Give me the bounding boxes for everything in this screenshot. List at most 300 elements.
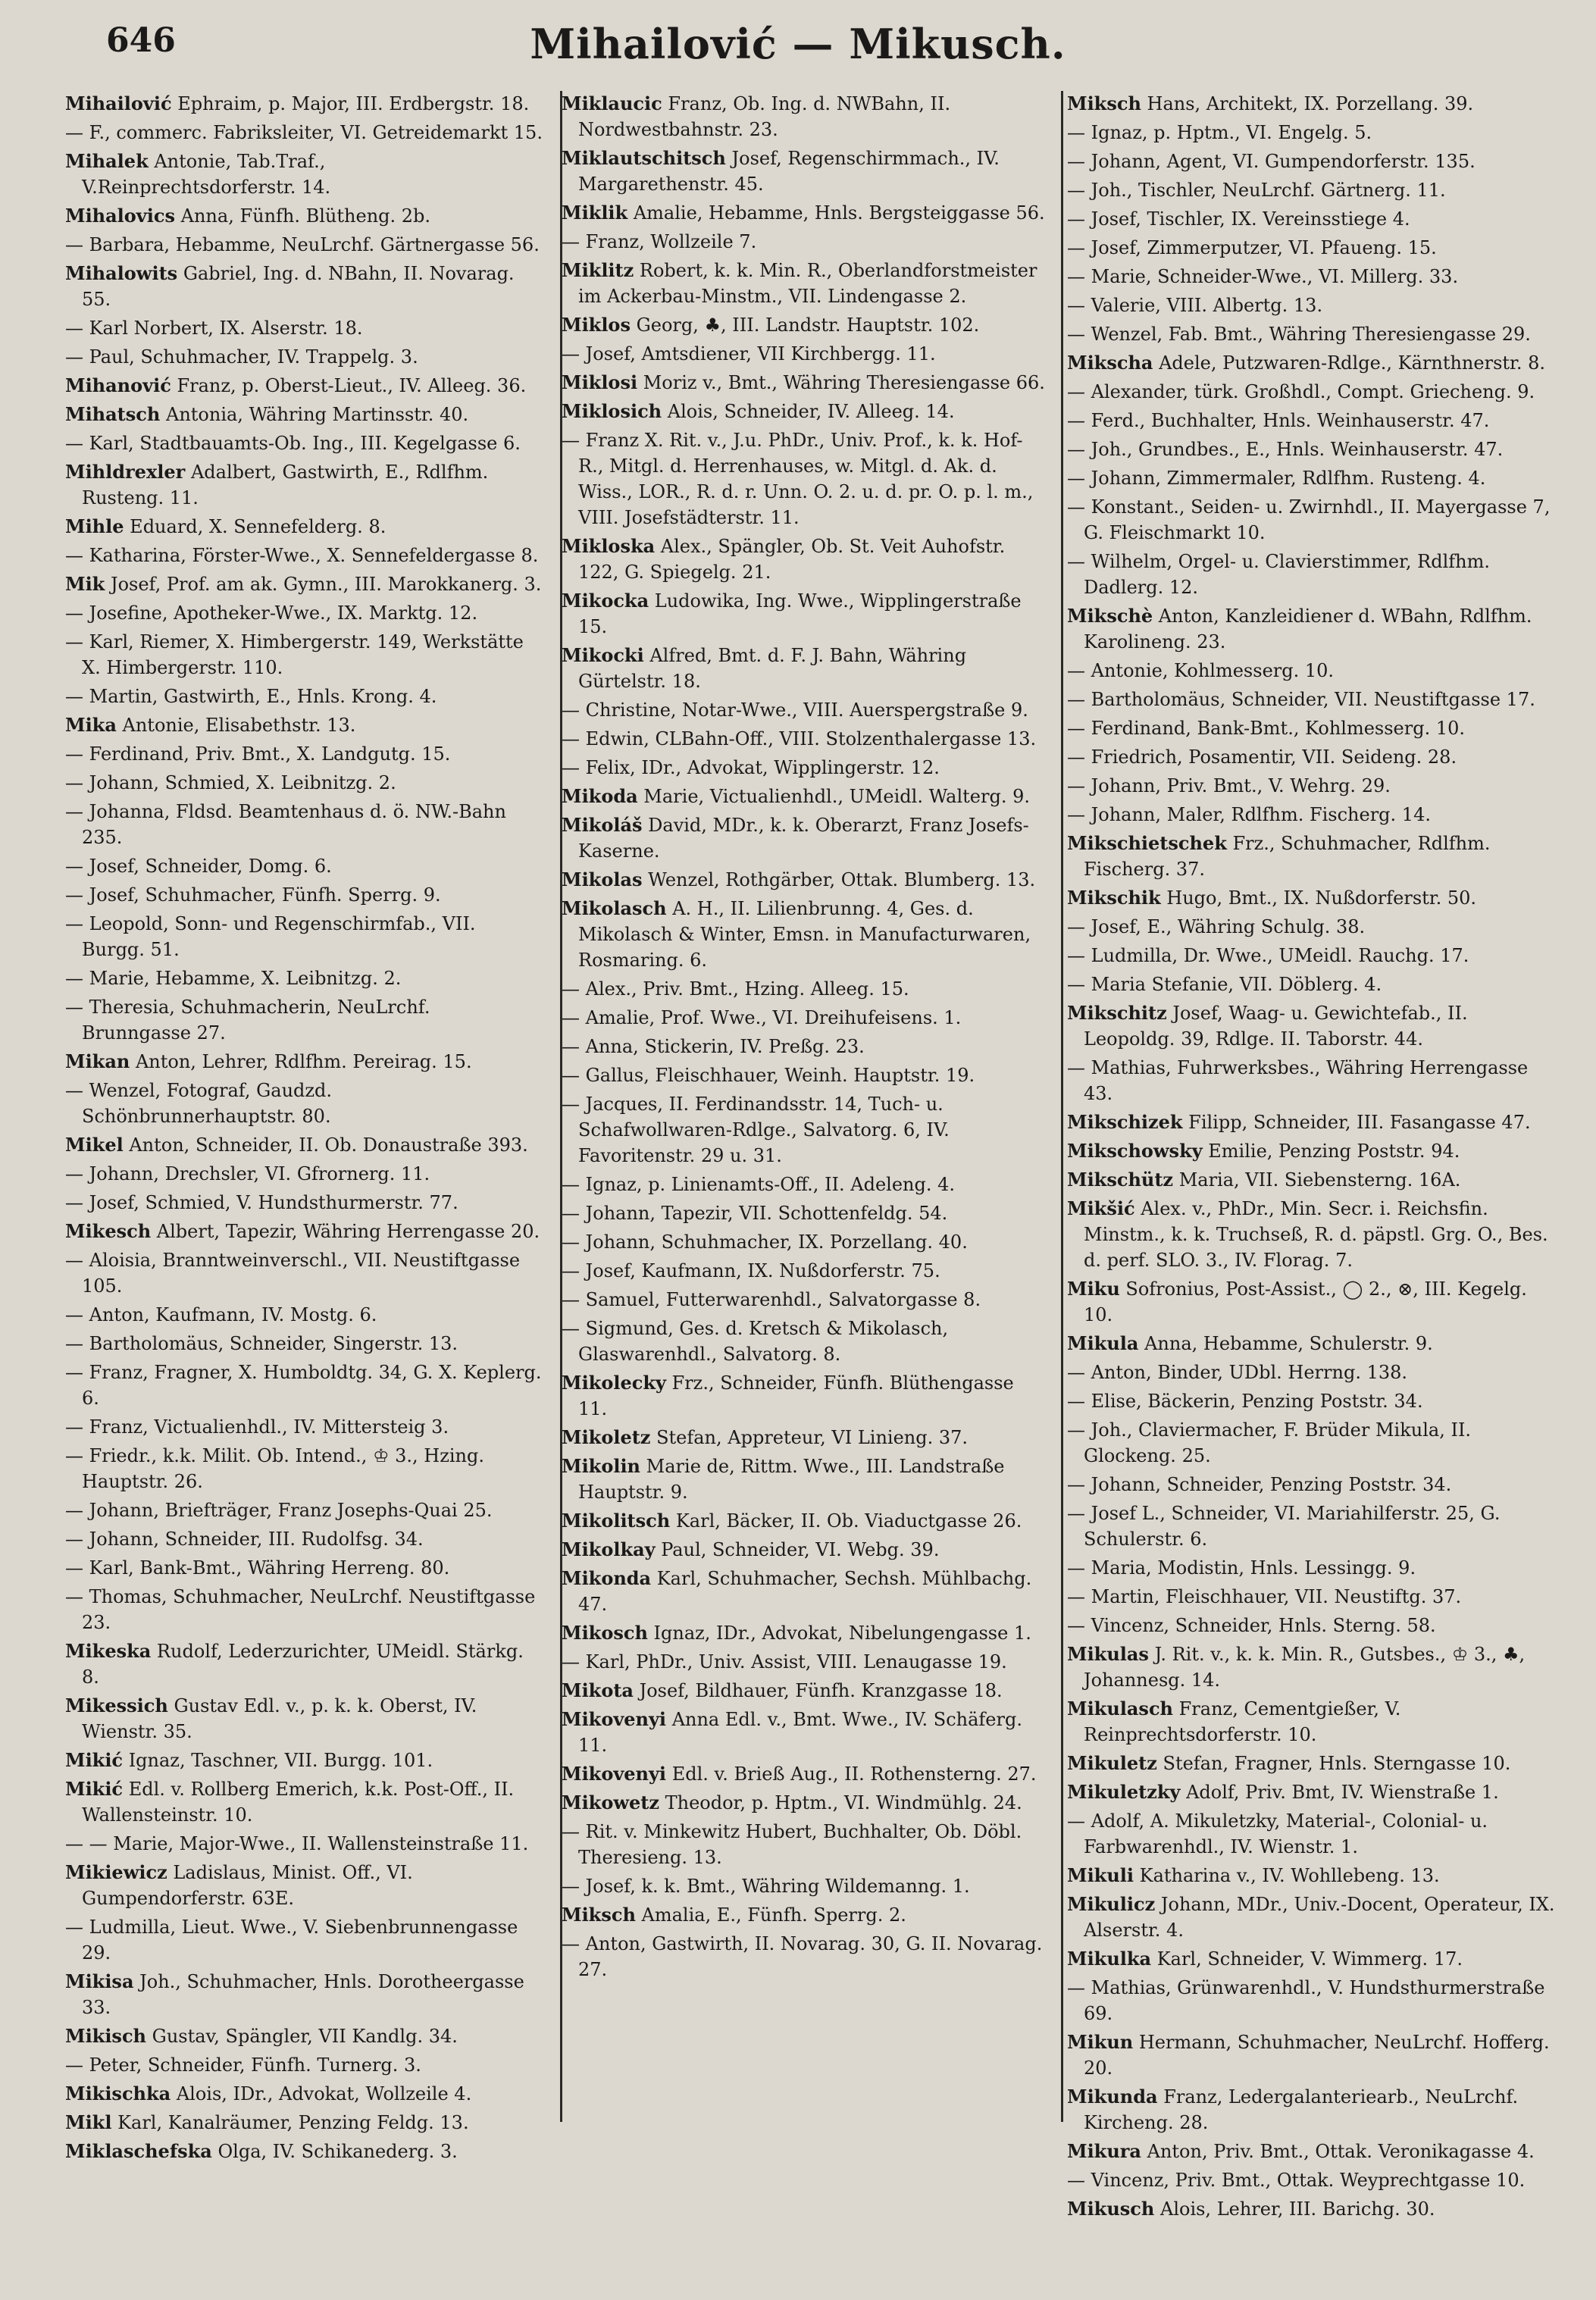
directory-entry (1067, 603, 1558, 655)
entry-details: Josef, Waag- u. Gewichtefab., II. Leopoldg. 39, Rdlge. II. Taborstr. 44. (1084, 1003, 1468, 1050)
entry-surname: Mikschitz (1067, 1002, 1167, 1024)
entry-surname: Mihalek (65, 150, 149, 172)
entry-details: — Johann, Schuhmacher, IX. Porzellang. 40. (562, 1231, 968, 1253)
directory-entry (562, 1370, 1047, 1422)
entry-details: — Johann, Drechsler, VI. Gfrornerg. 11. (65, 1163, 430, 1184)
entry-surname: Mikuletz (1067, 1752, 1157, 1774)
directory-entry (562, 1287, 1047, 1313)
entry-details: Alfred, Bmt. d. F. J. Bahn, Währing Gürtelstr. 18. (578, 645, 967, 692)
entry-details: — Adolf, A. Mikuletzky, Material-, Colonial- u. Farbwarenhdl., IV. Wienstr. 1. (1067, 1810, 1488, 1857)
entry-details: Hermann, Schuhmacher, NeuLrchf. Hofferg. 20. (1084, 2032, 1550, 2079)
entry-details: — Josef, Amtsdiener, VII Kirchbergg. 11. (562, 343, 936, 365)
entry-details: — Franz, Victualienhdl., IV. Mittersteig 3. (65, 1416, 449, 1438)
entry-details: A. H., II. Lilienbrunng. 4, Ges. d. Mikolasch & Winter, Emsn. in Manufacturwaren, Rosmaring. 6. (578, 898, 1031, 971)
entry-details: — Franz X. Rit. v., J.u. PhDr., Univ. Prof., k. k. Hof-R., Mitgl. d. Herrenhauses, w. Mitgl. d. Ak. d. Wiss., LOR., R. d. r. Unn. O. 2. u. d. pr. O. p. l. m., VIII. Josefstädterstr. 11. (562, 430, 1034, 528)
directory-entry (1067, 494, 1558, 546)
directory-entry (1067, 2139, 1558, 2164)
entry-surname: Mikisa (65, 1970, 134, 1992)
entry-surname: Mikel (65, 1134, 124, 1156)
column-right (1067, 91, 1558, 2273)
directory-entry (1067, 1696, 1558, 1748)
entry-surname: Mikolecky (562, 1372, 666, 1394)
directory-entry (65, 1555, 543, 1581)
directory-entry (1067, 2029, 1558, 2081)
entry-details: — Theresia, Schuhmacherin, NeuLrchf. Brunngasse 27. (65, 997, 430, 1044)
entry-surname: Mikischka (65, 2083, 171, 2104)
entry-details: — Edwin, CLBahn-Off., VIII. Stolzenthalergasse 13. (562, 728, 1037, 749)
directory-entry (562, 258, 1047, 309)
entry-details: Edl. v. Brieß Aug., II. Rothensterng. 27. (671, 1763, 1037, 1785)
directory-entry (1067, 1975, 1558, 2026)
directory-entry (1067, 658, 1558, 684)
directory-entry (65, 1584, 543, 1635)
entry-surname: Mikocka (562, 590, 649, 612)
directory-entry (562, 1761, 1047, 1787)
entry-details: Johann, MDr., Univ.-Docent, Operateur, IX. Alserstr. 4. (1084, 1894, 1555, 1941)
directory-entry (1067, 1196, 1558, 1273)
directory-entry (562, 976, 1047, 1002)
entry-details: Alex. v., PhDr., Min. Secr. i. Reichsfin. Minstm., k. k. Truchseß, R. d. päpstl. Grg. O., Bes. d. perf. SLO. 3., IV. Florag. 7. (1084, 1198, 1548, 1271)
entry-details: — Ferdinand, Bank-Bmt., Kohlmesserg. 10. (1067, 718, 1466, 739)
directory-entry (1067, 1641, 1558, 1693)
directory-entry (562, 91, 1047, 142)
directory-entry (562, 370, 1047, 396)
entry-details: Gustav, Spängler, VII Kandlg. 34. (152, 2026, 458, 2047)
entry-details: Alex., Spängler, Ob. St. Veit Auhofstr. 122, G. Spiegelg. 21. (578, 536, 1006, 583)
directory-entry (1067, 206, 1558, 232)
entry-details: Anton, Lehrer, Rdlfhm. Pereirag. 15. (135, 1051, 472, 1072)
entry-surname: Mihle (65, 515, 124, 537)
entry-details: — Alexander, türk. Großhdl., Compt. Griecheng. 9. (1067, 381, 1535, 402)
directory-entry (65, 315, 543, 341)
entry-surname: Mikschik (1067, 887, 1161, 909)
entry-surname: Mihalovics (65, 205, 175, 227)
entry-details: — Barbara, Hebamme, NeuLrchf. Gärtnergasse 56. (65, 234, 540, 255)
entry-details: — Maria, Modistin, Hnls. Lessingg. 9. (1067, 1557, 1416, 1579)
entry-surname: Mikschè (1067, 605, 1153, 627)
entry-details: — Vincenz, Schneider, Hnls. Sterng. 58. (1067, 1615, 1436, 1636)
entry-details: Paul, Schneider, VI. Webg. 39. (661, 1539, 940, 1560)
directory-entry (65, 261, 543, 312)
entry-details: Karl, Schneider, V. Wimmerg. 17. (1156, 1948, 1463, 1970)
entry-details: Ladislaus, Minist. Off., VI. Gumpendorferstr. 63E. (82, 1862, 413, 1909)
directory-entry (1067, 943, 1558, 969)
directory-entry (65, 853, 543, 879)
entry-surname: Miklaucic (562, 92, 662, 114)
entry-details: — Johann, Schneider, Penzing Poststr. 34. (1067, 1474, 1452, 1495)
directory-entry (1067, 1500, 1558, 1552)
directory-entry (1067, 149, 1558, 174)
entry-surname: Mikolas (562, 868, 643, 890)
entry-surname: Mikschietschek (1067, 832, 1227, 854)
directory-entry (562, 755, 1047, 781)
entry-details: Karl, Schuhmacher, Sechsh. Mühlbachg. 47. (578, 1568, 1032, 1615)
entry-details: — Antonie, Kohlmesserg. 10. (1067, 660, 1335, 681)
directory-entry (1067, 235, 1558, 261)
entry-details: — Anton, Binder, UDbl. Herrng. 138. (1067, 1362, 1408, 1383)
entry-surname: Mikloska (562, 535, 656, 557)
directory-entry (65, 571, 543, 597)
directory-entry (1067, 1472, 1558, 1497)
entry-details: Filipp, Schneider, III. Fasangasse 47. (1188, 1112, 1531, 1133)
directory-entry (1067, 1360, 1558, 1385)
directory-entry (1067, 437, 1558, 462)
directory-entry (65, 1049, 543, 1075)
entry-details: Adalbert, Gastwirth, E., Rdlfhm. Rusteng. 11. (82, 462, 489, 509)
entry-surname: Mik (65, 573, 105, 595)
entry-details: — Johanna, Fldsd. Beamtenhaus d. ö. NW.-Bahn 235. (65, 801, 506, 848)
directory-entry (1067, 1613, 1558, 1638)
entry-details: — Wilhelm, Orgel- u. Clavierstimmer, Rdlfhm. Dadlerg. 12. (1067, 551, 1490, 598)
entry-surname: Mikura (1067, 2140, 1141, 2162)
directory-entry (1067, 1892, 1558, 1943)
entry-details: Antonia, Währing Martinsstr. 40. (165, 404, 469, 425)
directory-entry (1067, 120, 1558, 146)
directory-entry (65, 741, 543, 767)
entry-surname: Mihldrexler (65, 461, 186, 483)
entry-details: Albert, Tapezir, Währing Herrengasse 20. (156, 1221, 540, 1242)
entry-details: Franz, Cementgießer, V. Reinprechtsdorferstr. 10. (1084, 1698, 1401, 1745)
entry-surname: Mikl (65, 2111, 112, 2133)
directory-entry (562, 697, 1047, 723)
directory-entry (65, 2081, 543, 2107)
directory-entry (65, 91, 543, 117)
entry-details: Anton, Kanzleidiener d. WBahn, Rdlfhm. Karolineng. 23. (1084, 606, 1532, 652)
directory-entry (65, 1914, 543, 1966)
entry-details: — Paul, Schuhmacher, IV. Trappelg. 3. (65, 346, 418, 368)
directory-entry (562, 1200, 1047, 1226)
entry-details: — Johann, Schneider, III. Rudolfsg. 34. (65, 1529, 424, 1550)
directory-entry (1067, 177, 1558, 203)
directory-entry (65, 149, 543, 200)
entry-details: Wenzel, Rothgärber, Ottak. Blumberg. 13. (648, 869, 1036, 890)
column-left (65, 91, 543, 2273)
entry-details: Gabriel, Ing. d. NBahn, II. Novarag. 55. (82, 263, 515, 310)
directory-entry (65, 459, 543, 511)
entry-details: — Martin, Gastwirth, E., Hnls. Krong. 4. (65, 686, 437, 707)
entry-details: Antonie, Elisabethstr. 13. (122, 715, 356, 736)
directory-entry (65, 120, 543, 146)
entry-details: Theodor, p. Hptm., VI. Windmühlg. 24. (665, 1792, 1022, 1813)
entry-surname: Mikuletzky (1067, 1781, 1181, 1803)
entry-details: Franz, p. Oberst-Lieut., IV. Alleeg. 36. (177, 375, 527, 396)
directory-entry (65, 1078, 543, 1129)
directory-entry (1067, 549, 1558, 600)
entry-details: — Vincenz, Priv. Bmt., Ottak. Weyprechtgasse 10. (1067, 2170, 1526, 2191)
entry-details: — Samuel, Futterwarenhdl., Salvatorgasse 8. (562, 1289, 981, 1310)
entry-details: Adele, Putzwaren-Rdlge., Kärnthnerstr. 8. (1159, 352, 1546, 374)
entry-details: Rudolf, Lederzurichter, UMeidl. Stärkg. 8. (82, 1641, 524, 1688)
entry-details: — Josef, Zimmerputzer, VI. Pfaueng. 15. (1067, 237, 1437, 258)
entry-details: — Ludmilla, Lieut. Wwe., V. Siebenbrunnengasse 29. (65, 1917, 518, 1964)
entry-details: — Friedr., k.k. Milit. Ob. Intend., ♔ 3., Hzing. Hauptstr. 26. (65, 1445, 484, 1492)
entry-details: Alois, Schneider, IV. Alleeg. 14. (667, 401, 955, 422)
directory-entry (65, 882, 543, 908)
directory-entry (562, 1707, 1047, 1758)
entry-surname: Mikulas (1067, 1643, 1149, 1665)
directory-entry (1067, 1417, 1558, 1469)
entry-details: — Amalie, Prof. Wwe., VI. Dreihufeisens. 1. (562, 1007, 962, 1028)
entry-details: Moriz v., Bmt., Währing Theresiengasse 66. (643, 372, 1045, 393)
entry-surname: Mihatsch (65, 403, 161, 425)
entry-surname: Mikula (1067, 1332, 1139, 1354)
entry-surname: Mikun (1067, 2031, 1134, 2053)
entry-surname: Mikisch (65, 2025, 147, 2047)
entry-details: — Ferd., Buchhalter, Hnls. Weinhauserstr. 47. (1067, 410, 1490, 431)
entry-surname: Mikscha (1067, 352, 1153, 374)
entry-details: — Gallus, Fleischhauer, Weinh. Hauptstr. 19. (562, 1065, 975, 1086)
entry-surname: Mihalowits (65, 262, 178, 284)
directory-entry (562, 427, 1047, 530)
entry-surname: Mikusch (1067, 2198, 1155, 2220)
directory-entry (562, 896, 1047, 973)
directory-entry (1067, 1167, 1558, 1193)
entry-details: Frz., Schneider, Fünfh. Blüthengasse 11. (578, 1372, 1014, 1419)
entry-details: — Ferdinand, Priv. Bmt., X. Landgutg. 15. (65, 743, 451, 765)
directory-entry (562, 399, 1047, 424)
directory-entry (65, 514, 543, 540)
directory-entry (562, 867, 1047, 893)
directory-entry (1067, 831, 1558, 882)
directory-entry (1067, 715, 1558, 741)
directory-entry (1067, 1751, 1558, 1776)
entry-details: Anna, Hebamme, Schulerstr. 9. (1144, 1333, 1433, 1354)
directory-entry (562, 1537, 1047, 1563)
entry-details: — Josef, k. k. Bmt., Währing Wildemanng. 1. (562, 1876, 970, 1897)
entry-details: — — Marie, Major-Wwe., II. Wallensteinstraße 11. (65, 1833, 529, 1854)
directory-entry (562, 1620, 1047, 1646)
entry-surname: Mikeska (65, 1640, 152, 1662)
directory-entry (1067, 744, 1558, 770)
entry-details: — Marie, Schneider-Wwe., VI. Millerg. 33. (1067, 266, 1459, 287)
entry-details: Ludowika, Ing. Wwe., Wipplingerstraße 15. (578, 590, 1022, 637)
entry-surname: Mikschütz (1067, 1169, 1174, 1191)
directory-entry (562, 1034, 1047, 1059)
entry-surname: Mikunda (1067, 2086, 1158, 2108)
entry-details: Olga, IV. Schikanederg. 3. (217, 2141, 458, 2162)
entry-details: — Josef L., Schneider, VI. Mariahilferstr. 25, G. Schulerstr. 6. (1067, 1503, 1501, 1550)
directory-entry (1067, 350, 1558, 376)
entry-details: Amalia, E., Fünfh. Sperrg. 2. (641, 1904, 906, 1926)
directory-entry (65, 770, 543, 796)
directory-entry (562, 1005, 1047, 1031)
directory-entry (562, 1566, 1047, 1617)
directory-entry (562, 726, 1047, 752)
directory-entry (562, 643, 1047, 694)
directory-entry (65, 2139, 543, 2164)
entry-details: Amalie, Hebamme, Hnls. Bergsteiggasse 56. (633, 202, 1045, 224)
entry-surname: Mikesch (65, 1220, 152, 1242)
directory-entry (1067, 1808, 1558, 1860)
entry-details: — Johann, Agent, VI. Gumpendorferstr. 135. (1067, 151, 1476, 172)
entry-details: — Johann, Tapezir, VII. Schottenfeldg. 54. (562, 1203, 948, 1224)
directory-entry (65, 684, 543, 709)
entry-surname: Mikoletz (562, 1426, 651, 1448)
entry-details: — Johann, Schmied, X. Leibnitzg. 2. (65, 772, 396, 793)
directory-entry (1067, 1584, 1558, 1610)
directory-entry (65, 1247, 543, 1299)
entry-details: — Rit. v. Minkewitz Hubert, Buchhalter, Ob. Döbl. Theresieng. 13. (562, 1821, 1022, 1868)
directory-entry (562, 200, 1047, 226)
directory-entry (562, 1258, 1047, 1284)
entry-surname: Mikolasch (562, 897, 667, 919)
directory-entry (65, 1860, 543, 1911)
directory-entry (1067, 1331, 1558, 1357)
entry-details: Katharina v., IV. Wohllebeng. 13. (1139, 1865, 1440, 1886)
entry-details: — Josefine, Apotheker-Wwe., IX. Marktg. 12. (65, 602, 478, 624)
directory-entry (65, 1302, 543, 1328)
entry-surname: Mikulicz (1067, 1893, 1156, 1915)
entry-details: — Karl, PhDr., Univ. Assist, VIII. Lenaugasse 19. (562, 1651, 1007, 1673)
entry-details: — Friedrich, Posamentir, VII. Seideng. 28. (1067, 746, 1457, 768)
entry-surname: Mikschowsky (1067, 1140, 1203, 1162)
directory-entry (65, 2023, 543, 2049)
entry-details: — Leopold, Sonn- und Regenschirmfab., VII. Burgg. 51. (65, 913, 476, 960)
directory-entry (1067, 465, 1558, 491)
entry-surname: Miklitz (562, 259, 634, 281)
entry-surname: Miklik (562, 202, 628, 224)
entry-details: — Bartholomäus, Schneider, VII. Neustiftgasse 17. (1067, 689, 1535, 710)
directory-entry (1067, 2196, 1558, 2222)
entry-details: — Anna, Stickerin, IV. Preßg. 23. (562, 1036, 865, 1057)
directory-entry (65, 203, 543, 229)
entry-details: Karl, Bäcker, II. Ob. Viaductgasse 26. (675, 1510, 1022, 1532)
entry-details: Stefan, Fragner, Hnls. Sterngasse 10. (1163, 1753, 1511, 1774)
directory-entry (65, 799, 543, 850)
entry-details: Maria, VII. Siebensterng. 16A. (1178, 1169, 1461, 1191)
entry-details: — Johann, Briefträger, Franz Josephs-Quai 25. (65, 1500, 493, 1521)
directory-entry (65, 629, 543, 681)
directory-entry (65, 2052, 543, 2078)
directory-entry (562, 784, 1047, 809)
directory-columns (65, 91, 1558, 2273)
directory-entry (65, 1831, 543, 1857)
directory-entry (1067, 1109, 1558, 1135)
directory-entry (1067, 802, 1558, 828)
directory-entry (562, 1902, 1047, 1928)
directory-entry (65, 2110, 543, 2136)
entry-surname: Mikulasch (1067, 1698, 1174, 1720)
entry-details: Josef, Prof. am ak. Gymn., III. Marokkanerg. 3. (110, 574, 542, 595)
entry-details: — Martin, Fleischhauer, VII. Neustiftg. 37. (1067, 1586, 1462, 1607)
entry-details: — Josef, Schuhmacher, Fünfh. Sperrg. 9. (65, 884, 441, 906)
directory-entry (65, 373, 543, 399)
entry-details: Gustav Edl. v., p. k. k. Oberst, IV. Wienstr. 35. (82, 1695, 477, 1742)
entry-details: Marie, Victualienhdl., UMeidl. Walterg. 9. (643, 786, 1031, 807)
directory-entry (562, 1172, 1047, 1197)
directory-entry (65, 232, 543, 258)
entry-details: — Johann, Zimmermaler, Rdlfhm. Rusteng. 4. (1067, 468, 1486, 489)
entry-details: — Josef, Tischler, IX. Vereinsstiege 4. (1067, 208, 1410, 230)
entry-details: — Joh., Claviermacher, F. Brüder Mikula, II. Glockeng. 25. (1067, 1419, 1472, 1466)
entry-details: — Marie, Hebamme, X. Leibnitzg. 2. (65, 968, 402, 989)
entry-surname: Miklaschefska (65, 2140, 212, 2162)
entry-details: Stefan, Appreteur, VI Linieng. 37. (656, 1427, 969, 1448)
entry-details: Josef, Regenschirmmach., IV. Margarethenstr. 45. (578, 148, 1000, 195)
entry-details: — Thomas, Schuhmacher, NeuLrchf. Neustiftgasse 23. (65, 1586, 536, 1633)
entry-details: — Mathias, Grünwarenhdl., V. Hundsthurmerstraße 69. (1067, 1977, 1545, 2024)
directory-entry (562, 588, 1047, 640)
entry-details: — Ignaz, p. Linienamts-Off., II. Adeleng. 4. (562, 1174, 956, 1195)
directory-entry (65, 1360, 543, 1411)
entry-details: Anton, Schneider, II. Ob. Donaustraße 393. (129, 1134, 528, 1156)
directory-entry (1067, 1276, 1558, 1328)
entry-surname: Mikocki (562, 644, 644, 666)
entry-surname: Mikić (65, 1749, 124, 1771)
entry-details: J. Rit. v., k. k. Min. R., Gutsbes., ♔ 3., ♣, Johannesg. 14. (1084, 1644, 1526, 1691)
entry-details: Franz, Ledergalanteriearb., NeuLrchf. Kircheng. 28. (1084, 2086, 1519, 2133)
directory-entry (65, 1132, 543, 1158)
directory-entry (1067, 885, 1558, 911)
directory-entry (65, 1331, 543, 1357)
entry-details: Sofronius, Post-Assist., ◯ 2., ⊗, III. Kegelg. 10. (1084, 1278, 1527, 1325)
entry-details: — Christine, Notar-Wwe., VIII. Auerspergstraße 9. (562, 699, 1028, 721)
directory-entry (562, 1316, 1047, 1367)
directory-entry (1067, 687, 1558, 712)
directory-entry (562, 812, 1047, 864)
entry-details: — Johann, Maler, Rdlfhm. Fischerg. 14. (1067, 804, 1431, 825)
entry-surname: Mihailović (65, 92, 172, 114)
entry-surname: Mikowetz (562, 1791, 659, 1813)
entry-surname: Mikovenyi (562, 1763, 667, 1785)
entry-details: Robert, k. k. Min. R., Oberlandforstmeister im Ackerbau-Minstm., VII. Lindengasse 2. (578, 260, 1037, 307)
entry-surname: Mikuli (1067, 1864, 1134, 1886)
directory-entry (65, 1776, 543, 1828)
directory-entry (1067, 91, 1558, 117)
entry-surname: Mikolin (562, 1455, 641, 1477)
entry-details: Emilie, Penzing Poststr. 94. (1208, 1141, 1460, 1162)
entry-surname: Mihanović (65, 374, 171, 396)
entry-details: — Ignaz, p. Hptm., VI. Engelg. 5. (1067, 122, 1372, 143)
entry-surname: Miku (1067, 1278, 1120, 1300)
directory-entry (65, 994, 543, 1046)
entry-details: Anton, Priv. Bmt., Ottak. Veronikagasse 4. (1147, 2141, 1535, 2162)
entry-surname: Mikoláš (562, 814, 643, 836)
entry-details: — Konstant., Seiden- u. Zwirnhdl., II. Mayergasse 7, G. Fleischmarkt 10. (1067, 496, 1551, 543)
entry-details: — Elise, Bäckerin, Penzing Poststr. 34. (1067, 1391, 1423, 1412)
entry-details: — Maria Stefanie, VII. Döblerg. 4. (1067, 974, 1382, 995)
directory-entry (562, 1425, 1047, 1450)
entry-surname: Mikiewicz (65, 1861, 167, 1883)
entry-details: — Bartholomäus, Schneider, Singerstr. 13. (65, 1333, 458, 1354)
entry-details: Alois, IDr., Advokat, Wollzeile 4. (176, 2083, 472, 2104)
directory-entry (65, 1219, 543, 1244)
directory-entry (65, 712, 543, 738)
entry-details: — Karl Norbert, IX. Alserstr. 18. (65, 318, 363, 339)
column-middle (562, 91, 1047, 2273)
entry-details: — Valerie, VIII. Albertg. 13. (1067, 295, 1323, 316)
directory-entry (1067, 773, 1558, 799)
entry-surname: Mikan (65, 1050, 130, 1072)
entry-details: — Josef, Schneider, Domg. 6. (65, 856, 332, 877)
directory-entry (562, 1873, 1047, 1899)
directory-entry (562, 1678, 1047, 1704)
entry-surname: Miklautschitsch (562, 147, 726, 169)
entry-details: — Katharina, Förster-Wwe., X. Sennefeldergasse 8. (65, 545, 539, 566)
directory-entry (1067, 1779, 1558, 1805)
entry-surname: Mikšić (1067, 1197, 1135, 1219)
directory-entry (65, 402, 543, 427)
entry-surname: Mikulka (1067, 1948, 1152, 1970)
directory-entry (1067, 972, 1558, 997)
entry-details: — F., commerc. Fabriksleiter, VI. Getreidemarkt 15. (65, 122, 543, 143)
entry-details: — Aloisia, Branntweinverschl., VII. Neustiftgasse 105. (65, 1250, 521, 1297)
directory-entry (562, 312, 1047, 338)
entry-details: Ignaz, Taschner, VII. Burgg. 101. (128, 1750, 433, 1771)
directory-entry (562, 1091, 1047, 1169)
entry-details: — Josef, Schmied, V. Hundsthurmerstr. 77. (65, 1192, 458, 1213)
entry-details: — Anton, Gastwirth, II. Novarag. 30, G. II. Novarag. 27. (562, 1933, 1043, 1980)
